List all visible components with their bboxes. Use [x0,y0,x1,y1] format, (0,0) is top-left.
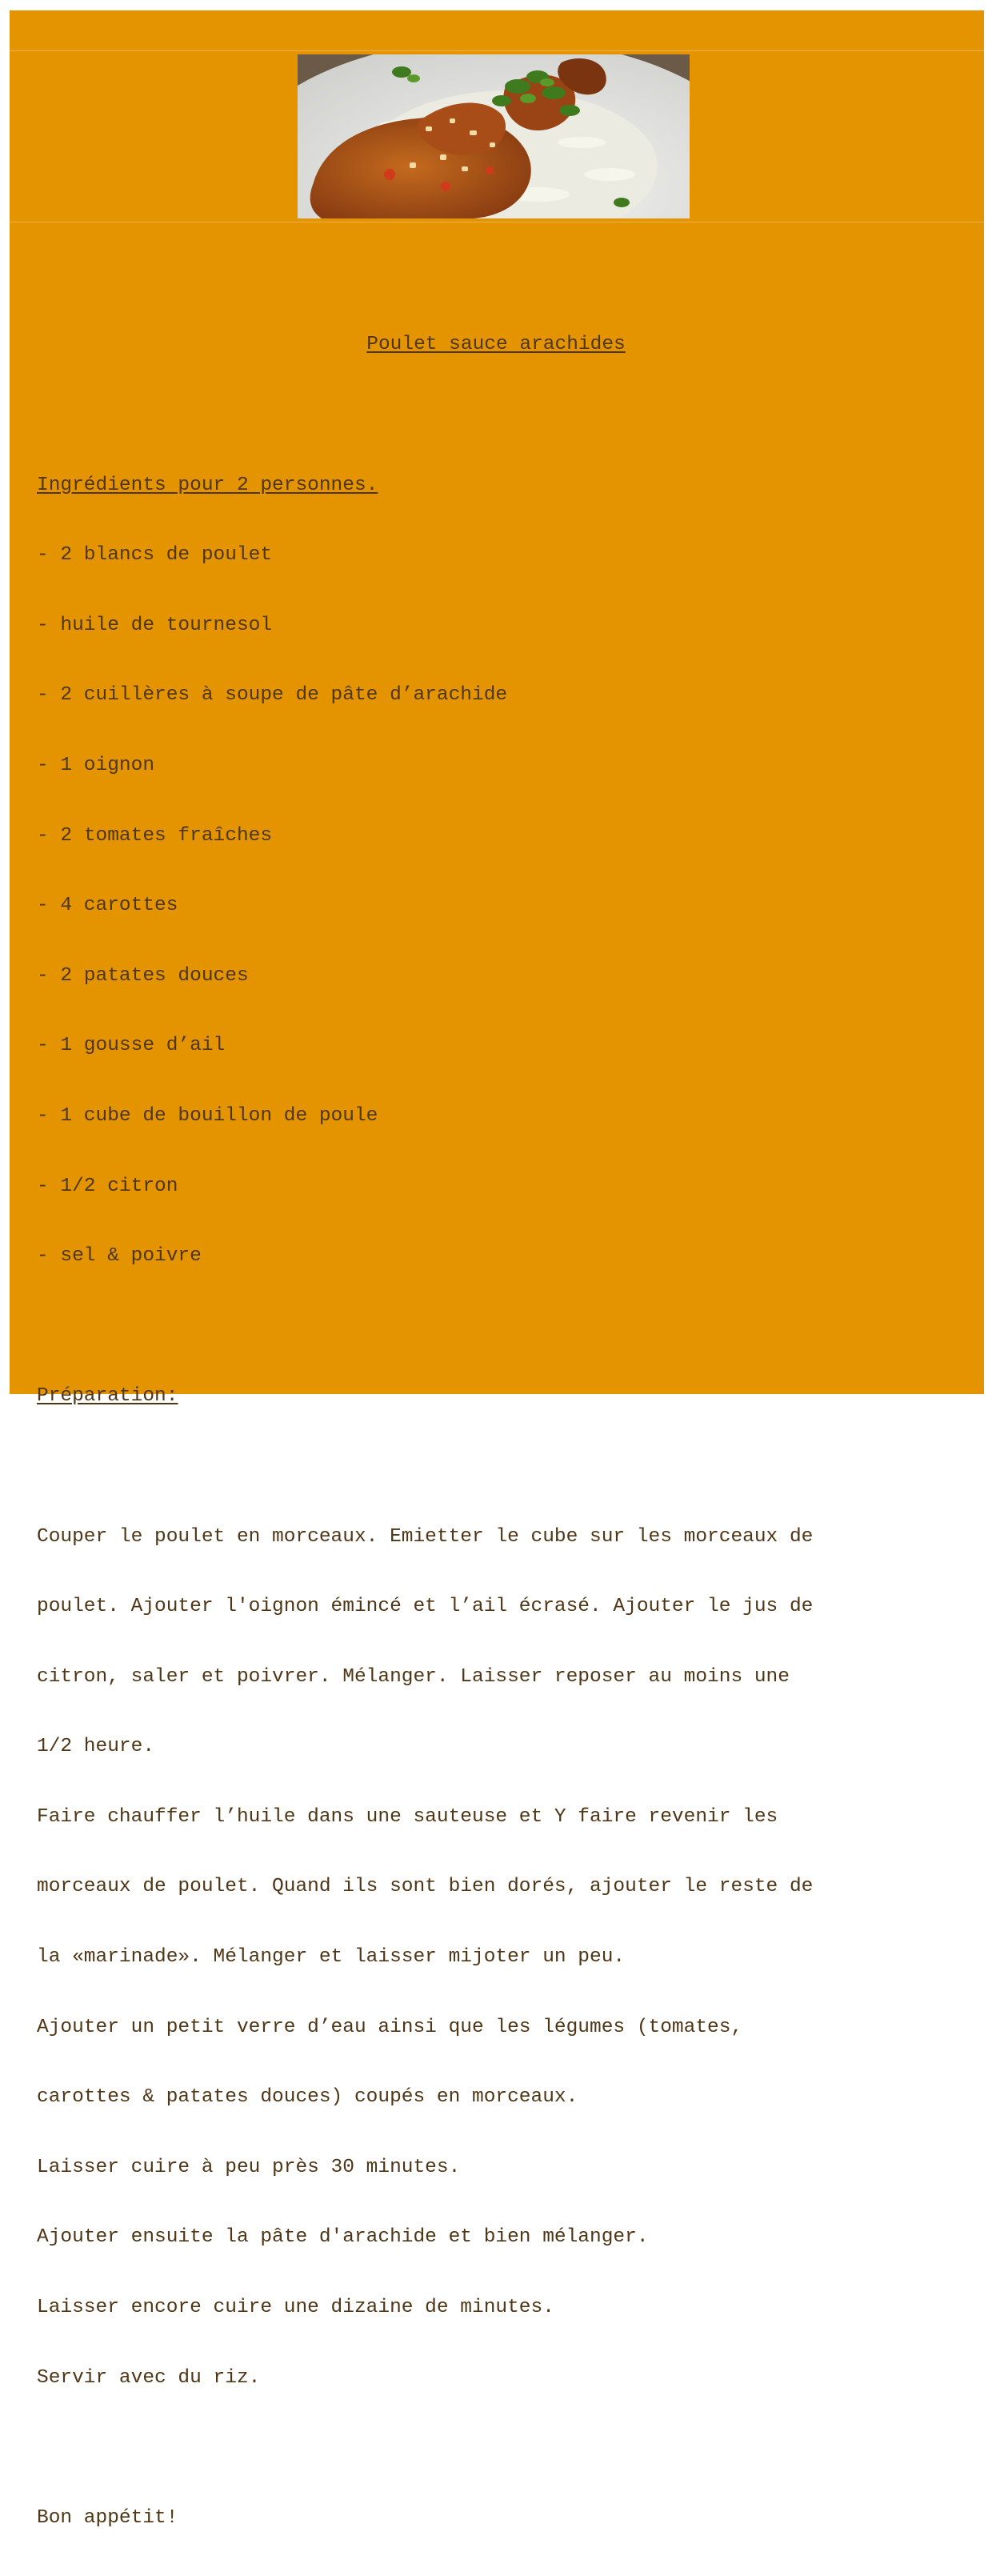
chicken-dish-photo [298,54,690,218]
preparation-line: Laisser encore cuire une dizaine de minutes. [37,2297,554,2319]
preparation-line: citron, saler et poivrer. Mélanger. Laisser reposer au moins une [37,1665,790,1688]
preparation-line: morceaux de poulet. Quand ils sont bien dorés, ajouter le reste de [37,1876,814,1898]
ingredient-item: - 2 blancs de poulet [37,544,273,567]
ingredient-item: - 1 cube de bouillon de poule [37,1104,378,1127]
ingredient-item: - 2 tomates fraîches [37,824,273,847]
ingredient-item: - huile de tournesol [37,614,273,636]
preparation-line: 1/2 heure. [37,1736,155,1758]
ingredient-item: - 4 carottes [37,895,178,917]
preparation-line: Servir avec du riz. [37,2366,261,2389]
ingredient-item: - 2 patates douces [37,964,249,987]
recipe-page [10,10,984,2529]
preparation-heading: Préparation: [37,1385,178,1408]
preparation-line: Laisser cuire à peu près 30 minutes. [37,2156,461,2178]
ingredient-item: - 1 oignon [37,754,155,776]
top-divider [10,50,984,51]
recipe-title: Poulet sauce arachides [366,334,626,356]
preparation-line: carottes & patates douces) coupés en morceaux. [37,2086,578,2109]
ingredient-item: - sel & poivre [37,1245,202,1268]
ingredients-heading: Ingrédients pour 2 personnes. [37,474,378,496]
preparation-line: Faire chauffer l’huile dans une sauteuse et Y faire revenir les [37,1805,778,1828]
recipe-text [37,286,973,2576]
ingredient-item: - 1/2 citron [37,1175,178,1197]
preparation-line: la «marinade». Mélanger et laisser mijoter un peu. [37,1946,626,1969]
closing-text: Bon appétit! [37,2506,178,2529]
ingredient-item: - 2 cuillères à soupe de pâte d’arachide [37,684,508,707]
preparation-line: Ajouter ensuite la pâte d'arachide et bien mélanger. [37,2226,649,2249]
preparation-line: Ajouter un petit verre d’eau ainsi que les légumes (tomates, [37,2016,743,2038]
preparation-line: poulet. Ajouter l'oignon émincé et l’ail écrasé. Ajouter le jus de [37,1596,814,1618]
preparation-line: Couper le poulet en morceaux. Emietter le cube sur les morceaux de [37,1525,814,1548]
ingredient-item: - 1 gousse d’ail [37,1035,226,1057]
